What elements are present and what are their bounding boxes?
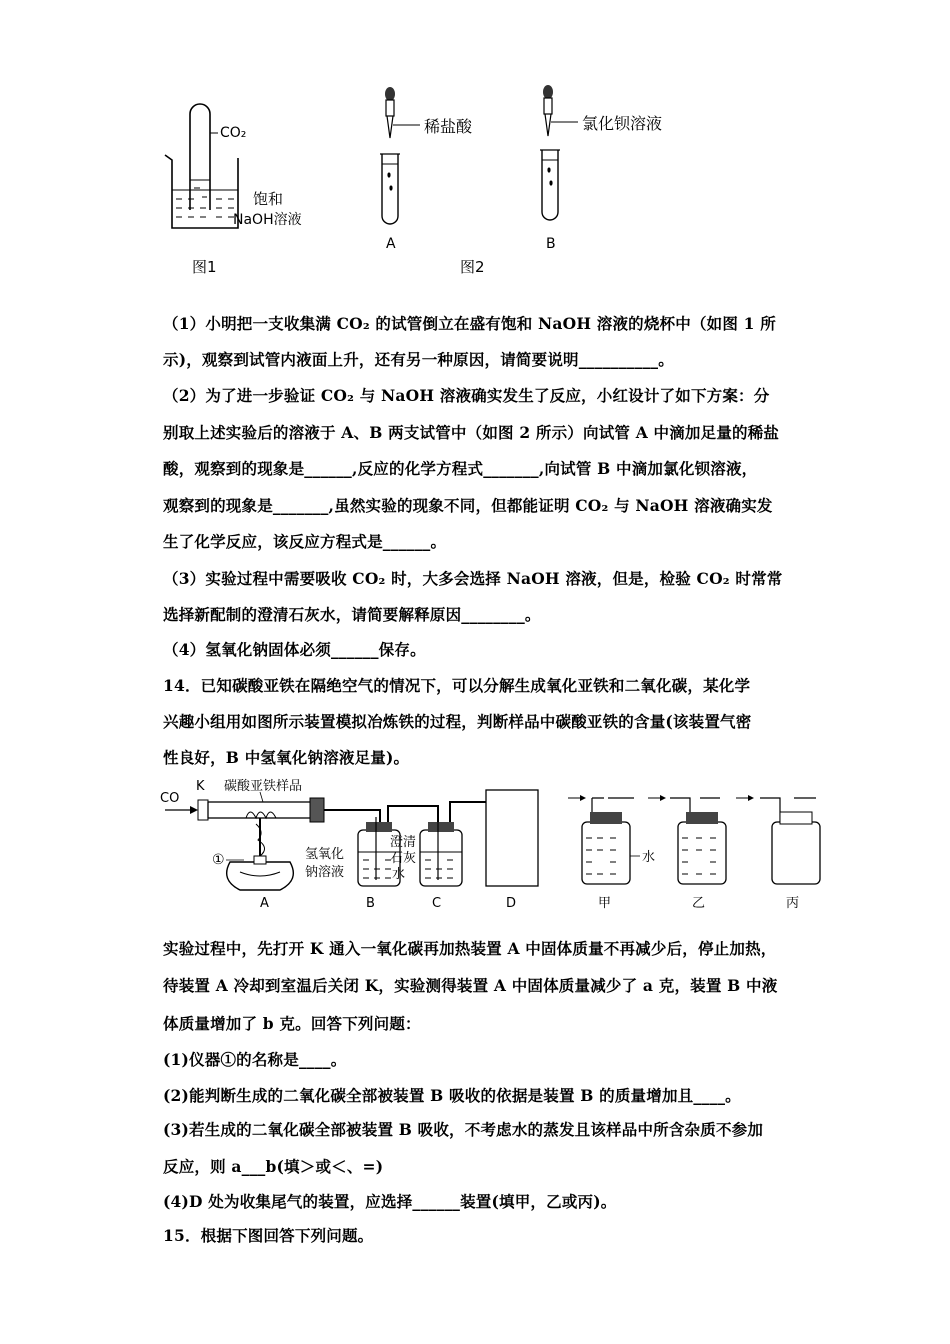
sub-question-3-cont: 反应，则 a___b(填＞或＜、=)	[163, 1157, 384, 1176]
figure-1-caption: 图1	[192, 258, 217, 276]
question-line: 别取上述实验后的溶液于 A、B 两支试管中（如图 2 所示）向试管 A 中滴加足量的稀盐	[163, 423, 780, 442]
water-label: 水	[642, 850, 656, 865]
sub-question-2: (2)能判断生成的二氧化碳全部被装置 B 吸收的依据是装置 B 的质量增加且____。	[163, 1086, 741, 1105]
limewater-label-1: 澄清	[390, 835, 417, 850]
iron-smelting-apparatus-diagram	[160, 772, 830, 917]
tube-a-label: A	[386, 236, 396, 252]
question-line: 选择新配制的澄清石灰水，请简要解释原因________。	[163, 605, 541, 624]
question-line: （2）为了进一步验证 CO₂ 与 NaOH 溶液确实发生了反应，小红设计了如下方案：分	[163, 386, 770, 405]
sub-question-3: (3)若生成的二氧化碳全部被装置 B 吸收，不考虑水的蒸发且该样品中所含杂质不参加	[163, 1120, 764, 1139]
figure-1-beaker-diagram	[160, 100, 350, 280]
question-line: 示)，观察到试管内液面上升，还有另一种原因，请简要说明__________。	[163, 350, 674, 369]
instrument-1-label: ①	[212, 852, 225, 868]
question-line: 生了化学反应，该反应方程式是______。	[163, 532, 447, 551]
question-line: 观察到的现象是_______,虽然实验的现象不同，但都能证明 CO₂ 与 NaOH 溶液确实发	[163, 496, 773, 515]
naoh-label-1: 氢氧化	[305, 847, 345, 862]
naoh-label-2: 钠溶液	[305, 865, 345, 880]
k-valve-label: K	[196, 779, 205, 794]
label-d: D	[506, 896, 517, 911]
saturated-label: 饱和	[253, 190, 284, 208]
dilute-hcl-label: 稀盐酸	[424, 117, 473, 136]
question-14-line: 14．已知碳酸亚铁在隔绝空气的情况下，可以分解生成氧化亚铁和二氧化碳，某化学	[163, 676, 751, 695]
question-14-line: 兴趣小组用如图所示装置模拟冶炼铁的过程，判断样品中碳酸亚铁的含量(该装置气密	[163, 712, 752, 731]
label-jia: 甲	[598, 896, 612, 911]
question-line: （1）小明把一支收集满 CO₂ 的试管倒立在盛有饱和 NaOH 溶液的烧杯中（如图 1 所	[163, 314, 776, 333]
question-line: 酸，观察到的现象是______,反应的化学方程式_______,向试管 B 中滴加氯化钡溶液，	[163, 459, 758, 478]
label-b: B	[366, 896, 375, 911]
limewater-label-3: 水	[392, 867, 406, 882]
label-bing: 丙	[786, 896, 800, 911]
question-line: （3）实验过程中需要吸收 CO₂ 时，大多会选择 NaOH 溶液，但是，检验 CO₂ 时常常	[163, 569, 783, 588]
label-c: C	[432, 896, 442, 911]
label-yi: 乙	[692, 896, 706, 911]
question-15-heading: 15．根据下图回答下列问题。	[163, 1226, 374, 1245]
question-14-line: 性良好，B 中氢氧化钠溶液足量)。	[163, 748, 410, 767]
tube-b-label: B	[546, 236, 556, 252]
co-label: CO	[160, 791, 180, 806]
limewater-label-2: 石灰	[390, 851, 417, 866]
sample-label: 碳酸亚铁样品	[224, 779, 303, 794]
sub-question-1: (1)仪器①的名称是____。	[163, 1050, 347, 1069]
experiment-description-line: 实验过程中，先打开 K 通入一氧化碳再加热装置 A 中固体质量不再减少后，停止加热，	[163, 939, 777, 958]
label-a: A	[260, 896, 269, 911]
experiment-description-line: 体质量增加了 b 克。回答下列问题：	[163, 1014, 421, 1033]
co2-gas-label: CO₂	[220, 125, 247, 141]
experiment-description-line: 待装置 A 冷却到室温后关闭 K，实验测得装置 A 中固体质量减少了 a 克，装置 B 中液	[163, 976, 778, 995]
naoh-solution-label: NaOH溶液	[233, 212, 302, 228]
question-line: （4）氢氧化钠固体必须______保存。	[163, 640, 426, 659]
barium-chloride-label: 氯化钡溶液	[582, 114, 663, 133]
figure-2-test-tubes-diagram	[370, 80, 690, 280]
sub-question-4: (4)D 处为收集尾气的装置，应选择______装置(填甲，乙或丙)。	[163, 1192, 617, 1211]
figure-2-caption: 图2	[460, 258, 485, 276]
